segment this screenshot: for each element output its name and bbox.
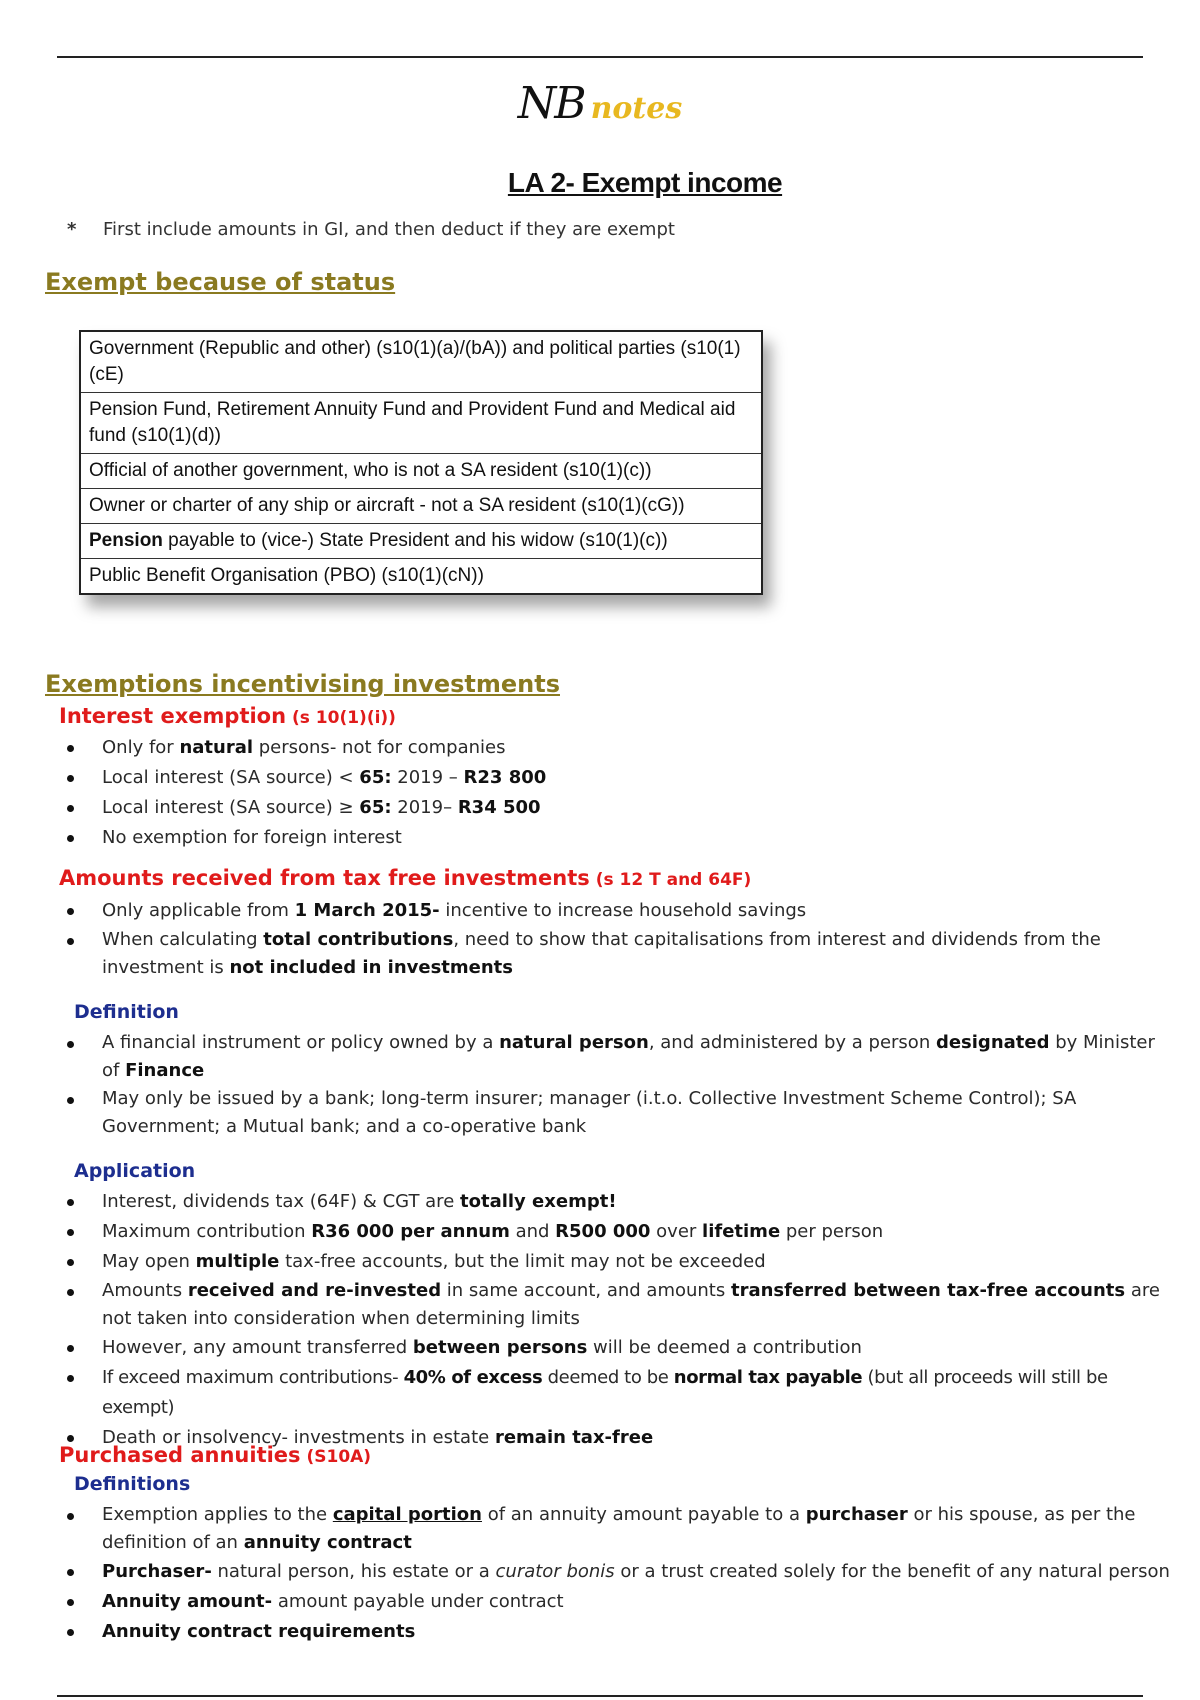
list-item: Annuity amount- amount payable under contract [60,1587,1175,1617]
definition-list [60,1029,1175,1141]
list-item: Interest, dividends tax (64F) & CGT are totally exempt! [60,1187,1175,1217]
heading-interest-exemption: Interest exemption (s 10(1)(i)) [59,704,396,728]
tax-free-list [60,896,1175,982]
table-cell: Pension payable to (vice-) State President and his widow (s10(1)(c)) [80,524,762,559]
table-row [80,454,762,489]
table-cell: Government (Republic and other) (s10(1)(a)/(bA)) and political parties (s10(1)(cE) [80,331,762,393]
section-heading-status: Exempt because of status [45,268,396,296]
heading-application: Application [74,1160,196,1182]
list-item: Local interest (SA source) ≥ 65: 2019– R34 500 [60,793,1175,823]
status-table [79,330,763,595]
top-rule [57,56,1143,58]
list-item: Only applicable from 1 March 2015- incentive to increase household savings [60,896,1175,926]
list-item: If exceed maximum contributions- 40% of excess deemed to be normal tax payable (but all proceeds will still be exempt) [60,1363,1175,1423]
list-item: May open multiple tax-free accounts, but the limit may not be exceeded [60,1247,1175,1277]
section-heading-investments: Exemptions incentivising investments [45,670,560,698]
table-row [80,393,762,454]
list-item: Only for natural persons- not for companies [60,733,1175,763]
table-row [80,489,762,524]
list-item: Annuity contract requirements [60,1617,1175,1647]
table-row [80,559,762,595]
interest-list [60,733,1175,853]
page-title: LA 2- Exempt income [507,167,783,198]
asterisk-icon: * [67,219,77,240]
intro-text: First include amounts in GI, and then deduct if they are exempt [103,219,675,240]
table-cell: Public Benefit Organisation (PBO) (s10(1)(cN)) [80,559,762,595]
table-row [80,524,762,559]
list-item: However, any amount transferred between persons will be deemed a contribution [60,1333,1175,1363]
logo [0,78,1200,129]
list-item: May only be issued by a bank; long-term insurer; manager (i.t.o. Collective Investment Scheme Control); SA Government; a Mutual bank; and a co-operative bank [60,1085,1175,1141]
intro-note [67,219,675,240]
table-cell: Pension Fund, Retirement Annuity Fund and Provident Fund and Medical aid fund (s10(1)(d)) [80,393,762,454]
list-item: When calculating total contributions, need to show that capitalisations from interest and dividends from the investment is not included in investments [60,926,1175,982]
logo-nb: NB [517,78,585,129]
heading-definition: Definition [74,1001,179,1023]
heading-definitions: Definitions [74,1473,191,1495]
list-item: Maximum contribution R36 000 per annum and R500 000 over lifetime per person [60,1217,1175,1247]
list-item: Death or insolvency- investments in estate remain tax-free [60,1423,1175,1453]
application-list [60,1187,1175,1453]
heading-purchased-annuities: Purchased annuities (S10A) [59,1443,372,1467]
list-item: Exemption applies to the capital portion of an annuity amount payable to a purchaser or his spouse, as per the definition of an annuity contract [60,1501,1175,1557]
annuity-definitions-list [60,1501,1175,1647]
logo-notes: notes [590,91,683,126]
list-item: Purchaser- natural person, his estate or a curator bonis or a trust created solely for the benefit of any natural person [60,1557,1175,1587]
table-cell: Official of another government, who is not a SA resident (s10(1)(c)) [80,454,762,489]
bottom-rule [57,1695,1143,1697]
table-cell: Owner or charter of any ship or aircraft - not a SA resident (s10(1)(cG)) [80,489,762,524]
table-row [80,331,762,393]
list-item: No exemption for foreign interest [60,823,1175,853]
list-item: Amounts received and re-invested in same account, and amounts transferred between tax-free accounts are not taken into consideration when determining limits [60,1277,1175,1333]
list-item: A financial instrument or policy owned by a natural person, and administered by a person designated by Minister of Finance [60,1029,1175,1085]
list-item: Local interest (SA source) < 65: 2019 – R23 800 [60,763,1175,793]
heading-tax-free-investments: Amounts received from tax free investments (s 12 T and 64F) [59,866,752,890]
